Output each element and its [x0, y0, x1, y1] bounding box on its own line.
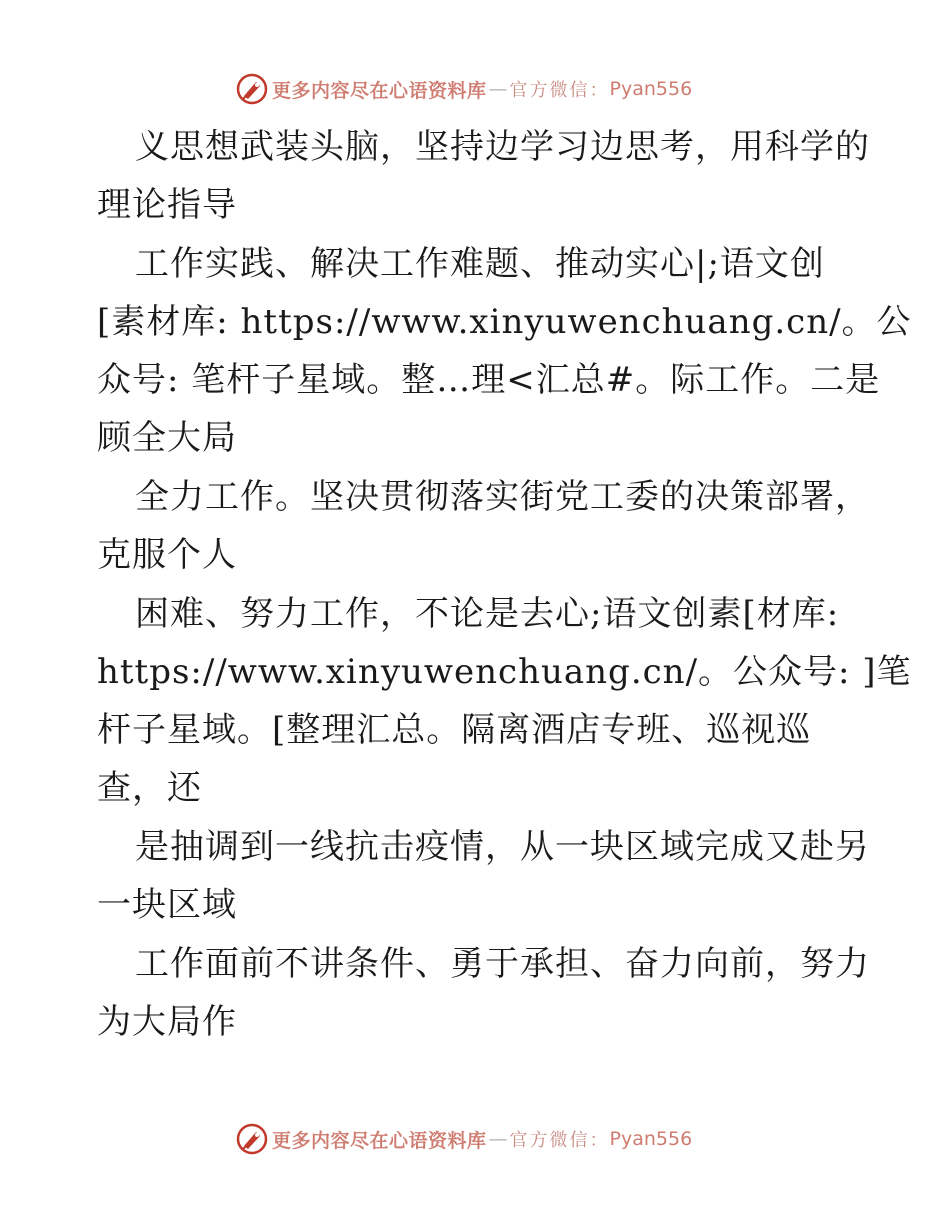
- body-line-2: 理论指导: [97, 185, 237, 225]
- banner-wechat-id: Pyan556: [609, 78, 693, 100]
- body-line-10: https://www.xinyuwenchuang.cn/。公众号: ]笔: [97, 652, 912, 692]
- banner-wechat-label: 官方微信：: [509, 1130, 610, 1151]
- body-line-15: 工作面前不讲条件、勇于承担、奋力向前，努力: [135, 944, 870, 984]
- banner-wechat-id: Pyan556: [609, 1128, 693, 1150]
- pen-nib-logo-icon: [236, 73, 268, 105]
- body-line-5: 众号: 笔杆子星域。整…理<汇总#。际工作。二是: [97, 360, 881, 400]
- body-line-16: 为大局作: [97, 1002, 237, 1042]
- footer-banner: [236, 1122, 692, 1156]
- body-line-9: 困难、努力工作，不论是去心;语文创素[材库:: [135, 594, 840, 634]
- body-line-12: 查，还: [97, 768, 202, 808]
- banner-dash: —: [488, 78, 508, 100]
- body-line-6: 顾全大局: [97, 418, 237, 458]
- body-line-1: 义思想武装头脑，坚持边学习边思考，用科学的: [135, 127, 870, 167]
- body-line-14: 一块区域: [97, 885, 237, 925]
- banner-dash: —: [488, 1128, 508, 1150]
- header-banner: [236, 72, 692, 106]
- body-line-11: 杆子星域。[整理汇总。隔离酒店专班、巡视巡: [97, 710, 812, 750]
- banner-title: 更多内容尽在心语资料库: [272, 79, 487, 102]
- body-line-3: 工作实践、解决工作难题、推动实心|;语文创: [135, 244, 825, 284]
- body-line-13: 是抽调到一线抗击疫情，从一块区域完成又赴另: [135, 827, 870, 867]
- pen-nib-logo-icon: [236, 1123, 268, 1155]
- banner-wechat-label: 官方微信：: [509, 80, 610, 101]
- body-line-4: [素材库: https://www.xinyuwenchuang.cn/。公: [97, 302, 912, 342]
- body-line-7: 全力工作。坚决贯彻落实街党工委的决策部署，: [135, 477, 870, 517]
- body-line-8: 克服个人: [97, 535, 237, 575]
- banner-title: 更多内容尽在心语资料库: [272, 1129, 487, 1152]
